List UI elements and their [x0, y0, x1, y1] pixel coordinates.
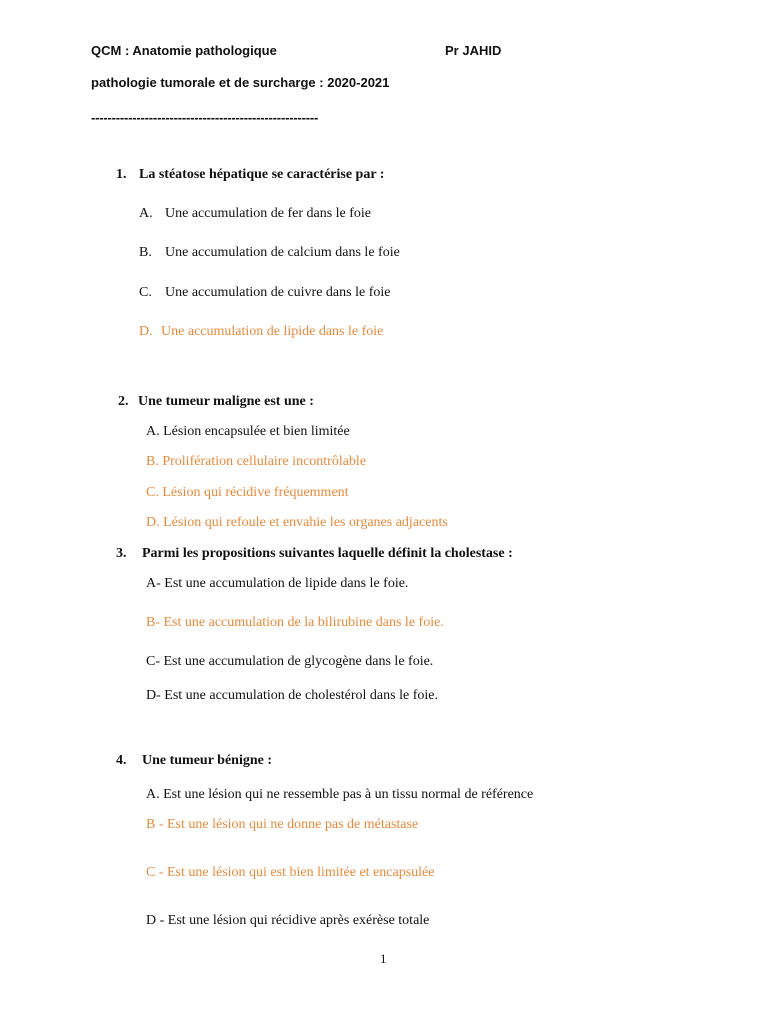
question-2-text: Une tumeur maligne est une :	[138, 394, 314, 409]
separator-line: -------------------------------------------------------	[91, 110, 319, 125]
document-subtitle: pathologie tumorale et de surcharge : 2020-2021	[91, 75, 390, 90]
q2-option-b: B. Prolifération cellulaire incontrôlable	[146, 454, 367, 469]
question-1-number: 1.	[116, 167, 127, 182]
question-3-number: 3.	[116, 546, 127, 561]
q1-option-d: Une accumulation de lipide dans le foie	[161, 324, 384, 339]
q4-option-d: D - Est une lésion qui récidive après exérèse totale	[146, 913, 430, 928]
question-4-text: Une tumeur bénigne :	[142, 753, 273, 768]
q1-option-d-letter: D.	[139, 324, 153, 339]
q2-option-a: A. Lésion encapsulée et bien limitée	[146, 424, 350, 439]
question-1-text: La stéatose hépatique se caractérise par :	[139, 167, 385, 182]
q1-option-c-letter: C.	[139, 285, 152, 300]
course-title: QCM : Anatomie pathologique	[91, 43, 277, 58]
q4-option-c: C - Est une lésion qui est bien limitée et encapsulée	[146, 865, 435, 880]
question-4-number: 4.	[116, 753, 127, 768]
q3-option-c: C- Est une accumulation de glycogène dans le foie.	[146, 654, 434, 669]
q3-option-a: A- Est une accumulation de lipide dans le foie.	[146, 576, 409, 591]
q3-option-b: B- Est une accumulation de la bilirubine dans le foie.	[146, 615, 444, 630]
q1-option-c: Une accumulation de cuivre dans le foie	[165, 285, 391, 300]
professor-name: Pr JAHID	[445, 43, 502, 58]
q4-option-a: A. Est une lésion qui ne ressemble pas à un tissu normal de référence	[146, 787, 534, 802]
page-number: 1	[380, 951, 387, 966]
question-3-text: Parmi les propositions suivantes laquelle définit la cholestase :	[142, 546, 513, 561]
q2-option-c: C. Lésion qui récidive fréquemment	[146, 485, 349, 500]
q1-option-a-letter: A.	[139, 206, 153, 221]
q1-option-b-letter: B.	[139, 245, 152, 260]
q1-option-b: Une accumulation de calcium dans le foie	[165, 245, 400, 260]
q1-option-a: Une accumulation de fer dans le foie	[165, 206, 372, 221]
q2-option-d: D. Lésion qui refoule et envahie les organes adjacents	[146, 515, 448, 530]
question-2-number: 2.	[118, 394, 129, 409]
q3-option-d: D- Est une accumulation de cholestérol dans le foie.	[146, 688, 438, 703]
q4-option-b: B - Est une lésion qui ne donne pas de métastase	[146, 817, 419, 832]
